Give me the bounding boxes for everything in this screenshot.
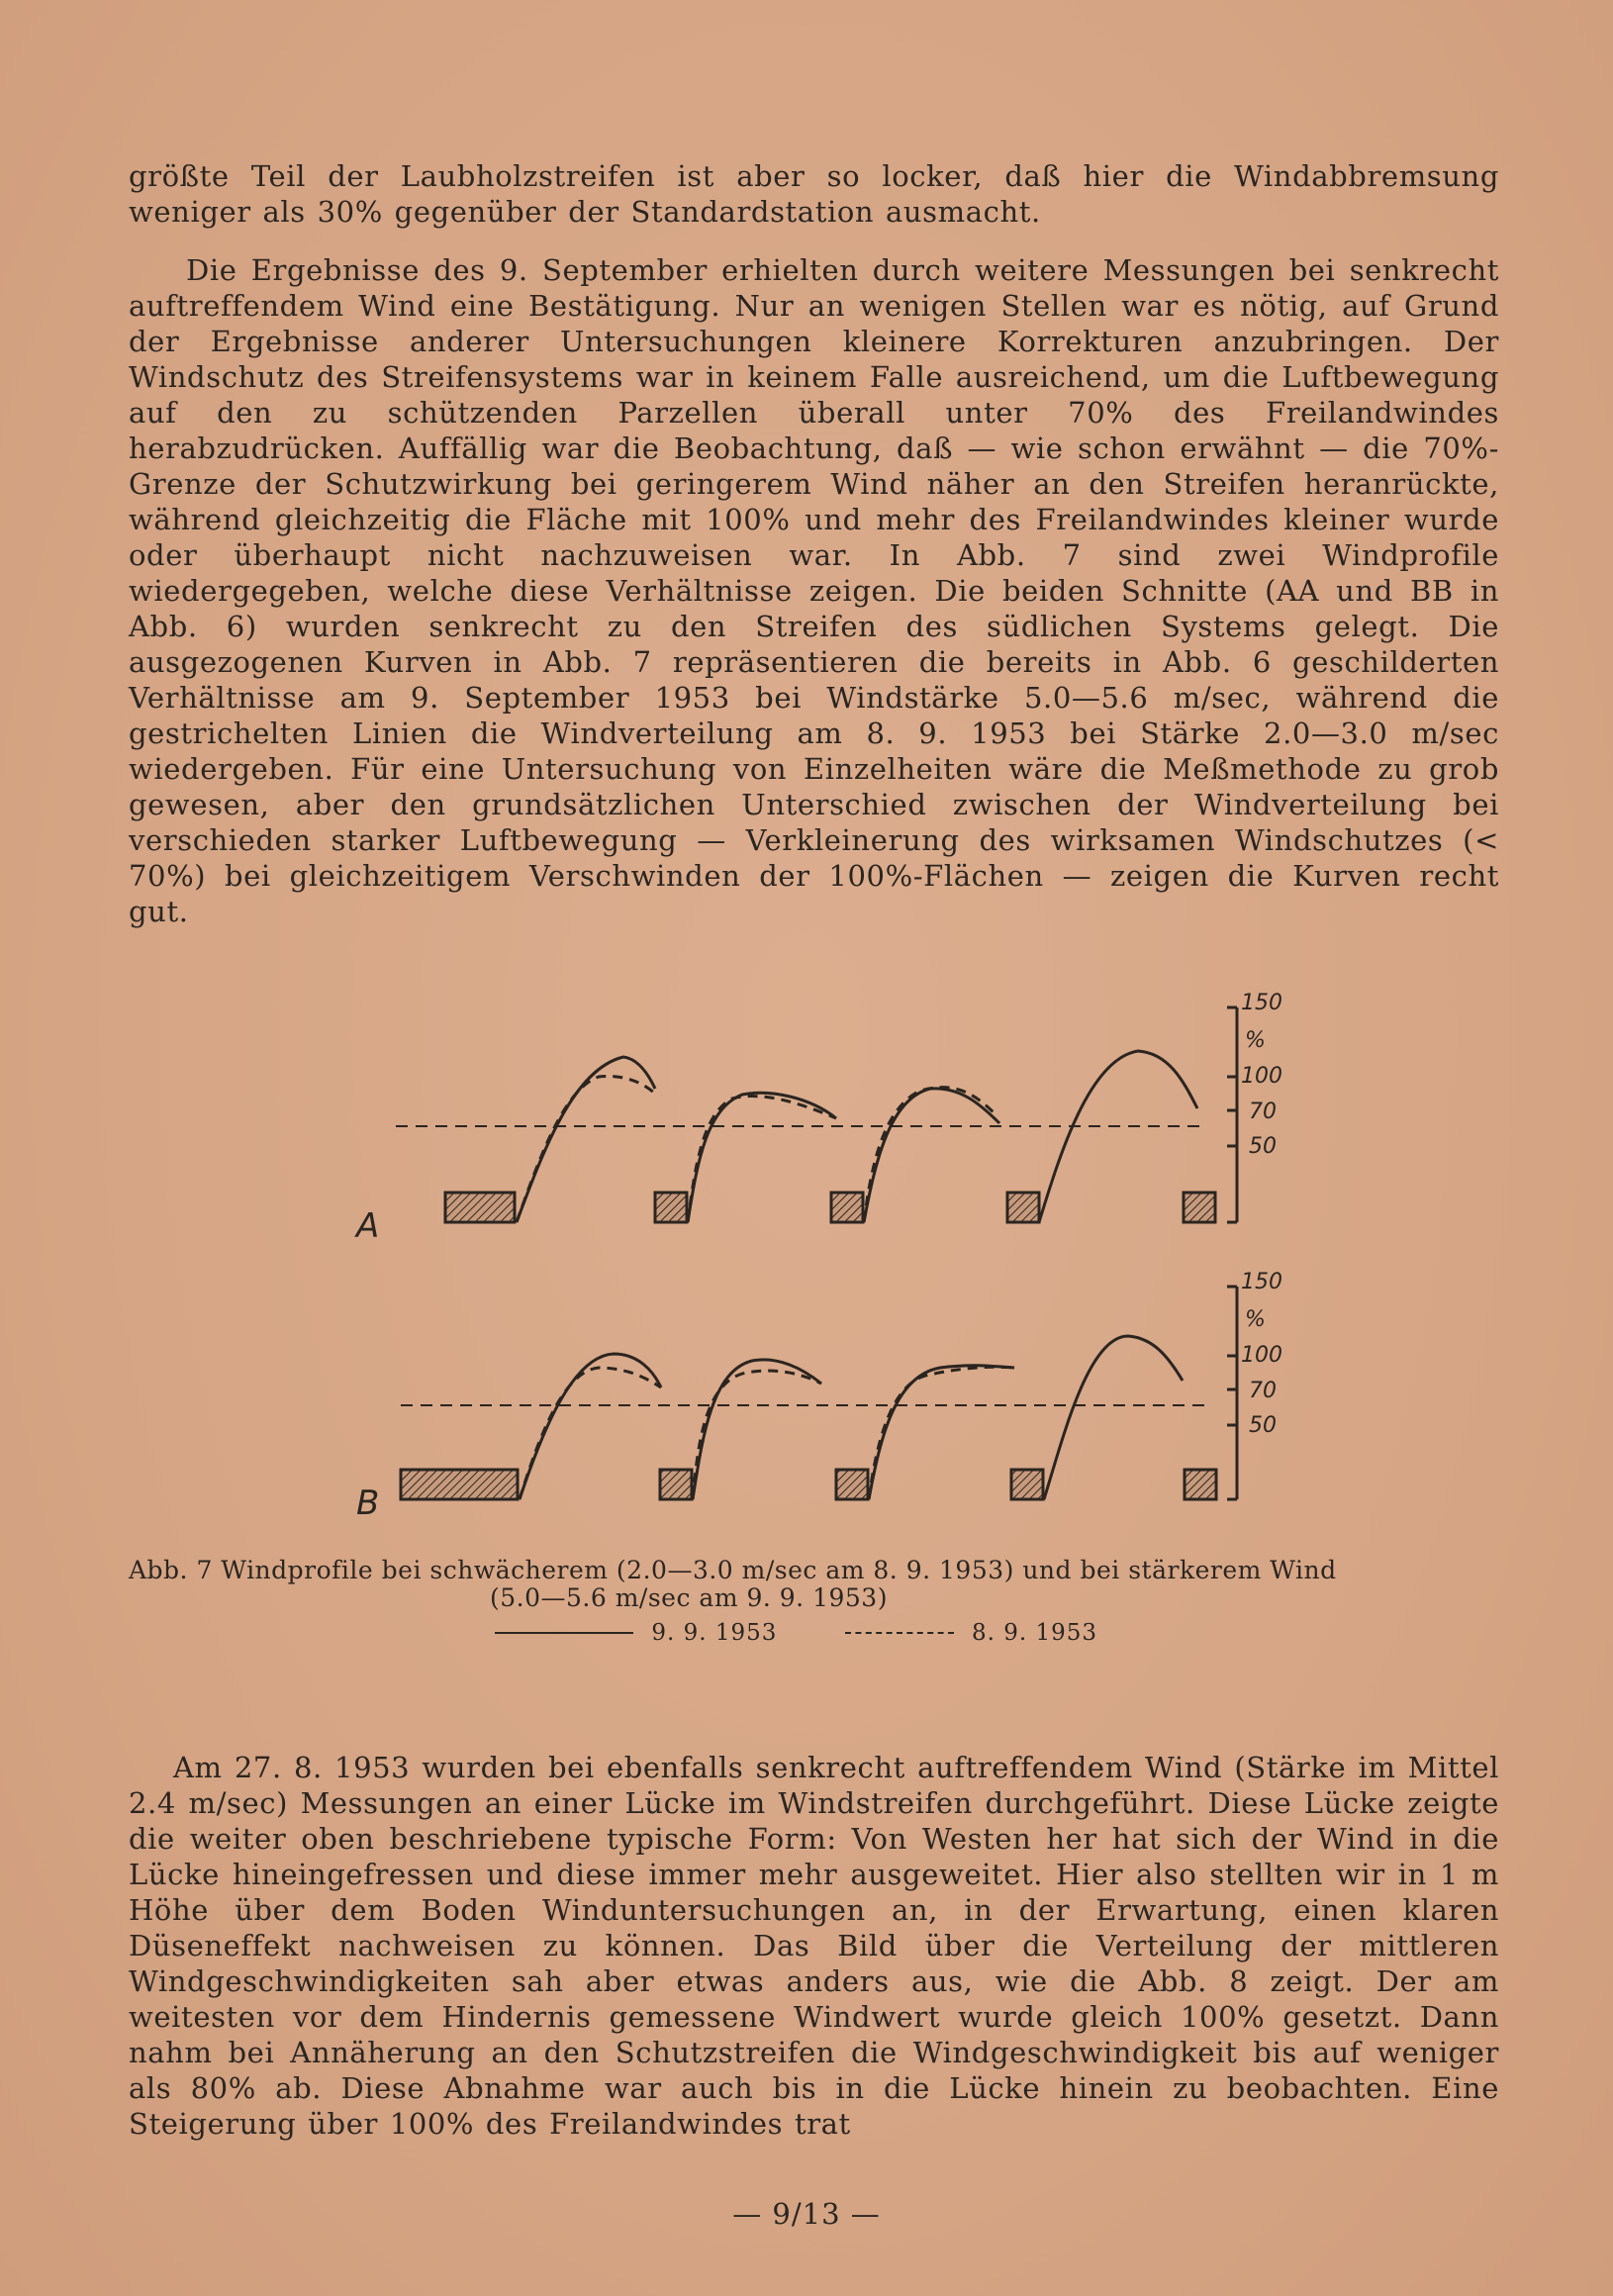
profile-b-tick-50: 50 — [1249, 1413, 1277, 1438]
profile-a-tick-100: 100 — [1241, 1064, 1282, 1089]
profile-b-label: B — [356, 1483, 380, 1523]
profile-a-hedge-3 — [831, 1193, 863, 1222]
legend-solid-label: 9. 9. 1953 — [651, 1620, 778, 1646]
profile-b-hedge-2 — [660, 1470, 692, 1499]
paragraph-3: Am 27. 8. 1953 wurden bei ebenfalls senkrecht auftreffendem Wind (Stärke im Mittel 2.4 m/sec) Messungen an einer Lücke im Windstreifen durchgeführt. Diese Lücke zeigte die weiter oben beschriebene typische Form: Von Westen her hat sich der Wind in die Lücke hineingefressen und diese immer mehr ausgeweitet. Hier also stellten wir in 1 m Höhe über dem Boden Winduntersuchungen an, in der Erwartung, einen klaren Düseneffekt nachweisen zu können. Das Bild über die Verteilung der mittleren Windgeschwindigkeiten sah aber etwas anders aus, wie die Abb. 8 zeigt. Der am weitesten vor dem Hindernis gemessene Windwert wurde gleich 100% gesetzt. Dann nahm bei Annäherung an den Schutzstreifen die Windgeschwindigkeit bis auf weniger als 80% ab. Diese Abnahme war auch bis in die Lücke hinein zu beobachten. Eine Steigerung über 100% des Freilandwindes trat — [129, 1751, 1499, 2141]
profile-a-label: A — [356, 1206, 380, 1246]
profile-b-hedge-5 — [1185, 1470, 1216, 1499]
profile-b-solid-curve-4 — [1044, 1336, 1183, 1499]
profile-b-solid-curve-3 — [869, 1366, 1014, 1499]
profile-a-solid-curve-3 — [864, 1089, 999, 1222]
wind-profile-figure — [297, 980, 1306, 1554]
profile-a-tick-150: 150 — [1241, 991, 1282, 1015]
profile-a-solid-curve-4 — [1039, 1051, 1197, 1222]
profile-b-tick-100: 100 — [1241, 1343, 1282, 1368]
profile-b-dashed-curve-2 — [693, 1371, 821, 1499]
figure-legend — [495, 1619, 1097, 1646]
profile-a-dashed-curve-1 — [517, 1077, 655, 1222]
legend-dashed-line — [845, 1632, 954, 1634]
legend-solid-line — [495, 1632, 633, 1634]
profile-b-dashed-curve-3 — [869, 1367, 1014, 1499]
profile-b-tick-150: 150 — [1241, 1270, 1282, 1294]
profile-a-hedge-2 — [655, 1193, 687, 1222]
legend-dashed-label: 8. 9. 1953 — [971, 1620, 1098, 1646]
profile-b-solid-curve-2 — [693, 1360, 821, 1499]
profile-b-hedge-3 — [836, 1470, 868, 1499]
caption-line-1: Abb. 7 Windprofile bei schwächerem (2.0—3.0 m/sec am 8. 9. 1953) und bei stärkerem Wind — [129, 1556, 1337, 1584]
profile-b-tick-percent: % — [1245, 1307, 1266, 1332]
caption-line-2: (5.0—5.6 m/sec am 9. 9. 1953) — [490, 1583, 888, 1612]
profile-a-hedge-4 — [1007, 1193, 1039, 1222]
profile-a-solid-curve-2 — [688, 1093, 836, 1222]
paragraph-2: Die Ergebnisse des 9. September erhielten durch weitere Messungen bei senkrecht auftreffendem Wind eine Bestätigung. Nur an wenigen Stellen war es nötig, auf Grund der Ergebnisse anderer Untersuchungen kleinere Korrekturen anzubringen. Der Windschutz des Streifensystems war in keinem Falle ausreichend, um die Luftbewegung auf den zu schützenden Parzellen überall unter 70% des Freilandwindes herabzudrücken. Auffällig war die Beobachtung, daß — wie schon erwähnt — die 70%-Grenze der Schutzwirkung bei geringerem Wind näher an den Streifen heranrückte, während gleichzeitig die Fläche mit 100% und mehr des Freilandwindes kleiner wurde oder überhaupt nicht nachzuweisen war. In Abb. 7 sind zwei Windprofile wiedergegeben, welche diese Verhältnisse zeigen. Die beiden Schnitte (AA und BB in Abb. 6) wurden senkrecht zu den Streifen des südlichen Systems gelegt. Die ausgezogenen Kurven in Abb. 7 repräsentieren die bereits in Abb. 6 geschilderten Verhältnisse am 9. September 1953 bei Windstärke 5.0—5.6 m/sec, während die gestrichelten Linien die Windverteilung am 8. 9. 1953 bei Stärke 2.0—3.0 m/sec wiedergeben. Für eine Untersuchung von Einzelheiten wäre die Meßmethode zu grob gewesen, aber den grundsätzlichen Unterschied zwischen der Windverteilung bei verschieden starker Luftbewegung — Verkleinerung des wirksamen Windschutzes (< 70%) bei gleichzeitigem Verschwinden der 100%-Flächen — zeigen die Kurven recht gut. — [129, 253, 1499, 928]
profile-a-dashed-curve-3 — [864, 1088, 995, 1222]
profile-b-hedge-1 — [401, 1470, 518, 1499]
profile-a-hedge-5 — [1184, 1193, 1215, 1222]
profile-b-dashed-curve-1 — [520, 1368, 661, 1499]
paragraph-1: größte Teil der Laubholzstreifen ist aber so locker, daß hier die Windabbremsung weniger als 30% gegenüber der Standardstation ausmacht. — [129, 159, 1499, 229]
profile-a-tick-50: 50 — [1249, 1134, 1277, 1159]
profile-b-hedge-4 — [1011, 1470, 1043, 1499]
page-number: — 9/13 — — [732, 2197, 881, 2231]
profile-b-tick-70: 70 — [1249, 1379, 1277, 1403]
profile-a-tick-percent: % — [1245, 1028, 1266, 1053]
profile-b — [401, 1287, 1237, 1499]
profile-a-tick-70: 70 — [1249, 1100, 1277, 1124]
profile-a-hedge-1 — [445, 1193, 515, 1222]
profile-a — [396, 1007, 1237, 1222]
profile-a-dashed-curve-2 — [688, 1097, 836, 1222]
figure-caption — [129, 1557, 1504, 1612]
